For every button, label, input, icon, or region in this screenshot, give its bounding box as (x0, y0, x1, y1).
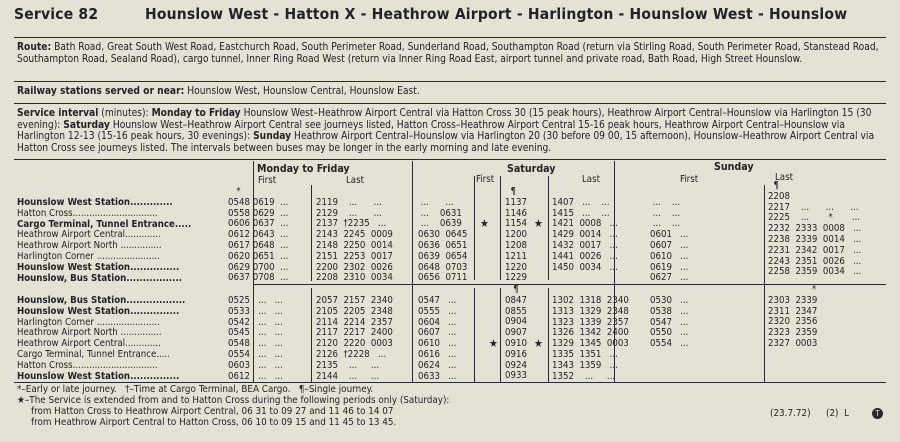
footnote-extension: ★–The Service is extended from and to Hatton Cross during the following periods only (Saturday): (17, 395, 450, 406)
stop-name: Heathrow Airport North ............... (17, 240, 162, 252)
star-icon: ★ (489, 337, 498, 350)
column-divider (311, 288, 312, 383)
first-label: First (680, 174, 699, 185)
divider (14, 37, 886, 38)
star-icon: ★ (534, 337, 543, 350)
last-label: Last (775, 172, 793, 183)
interval-sat-label: Saturday (63, 119, 110, 131)
column-divider (500, 288, 501, 383)
day-header-sat: Saturday (507, 163, 556, 175)
symbol-icon: T (872, 408, 883, 419)
star-icon: ★ (534, 217, 543, 230)
star-icon: ★ (480, 217, 489, 230)
times-sat-first: ... ... ... 0631 ... 0639 0630 0645 0636 0651 0639 0654 0648 0703 0656 0711 (418, 196, 468, 284)
stop-name: Heathrow Airport Central............. (17, 338, 161, 350)
railway-stations (17, 86, 883, 98)
first-label: First (258, 175, 277, 186)
stop-name: Hounslow West Station............... (17, 370, 180, 382)
divider (14, 159, 886, 160)
stop-name: Hatton Cross............................... (17, 207, 158, 219)
divider (14, 81, 886, 82)
stop-name: Hounslow, Bus Station.................. (17, 295, 186, 306)
stop-name: Heathrow Airport North ............... (17, 327, 162, 339)
first-label: First (476, 174, 495, 185)
interval-text: Hounslow West–Heathrow Airport Central see journeys listed, Hatton Cross–Heathrow Airport Central 15-16 peak hours, Heathrow Airport Central–Hounslow via Harlington 12-13 (15-16 peak hours, 30 evenings): (17, 119, 845, 142)
route-label: Route: (17, 42, 52, 53)
stop-name: Hounslow West Station............. (17, 197, 173, 208)
column-divider (548, 288, 549, 383)
times-sat-first: 0547 ... 0555 ... 0604 ... 0607 ... 0610 ... 0616 ... 0624 ... 0633 ... (418, 295, 457, 382)
times-sun-first: ... ... ... ... ... ... 0601 ... 0607 ... 0610 ... 0619 ... 0627 ... (650, 196, 689, 284)
footnote-period-2: from Heathrow Airport Central to Hatton Cross, 06 10 to 09 15 and 11 45 to 13 45. (17, 417, 397, 428)
column-divider (412, 161, 413, 383)
times-sun-first: 0530 ... 0538 ... 0547 ... 0550 ... 0554 ... (650, 295, 689, 350)
stop-name: Harlington Corner ....................... (17, 251, 160, 262)
timetable-date: (23.7.72) (770, 408, 811, 419)
route-title: Hounslow West - Hatton X - Heathrow Airport - Harlington - Hounslow West - Hounslow (145, 5, 848, 23)
interval-text: (minutes): (98, 108, 152, 119)
service-number: Service 82 (14, 5, 99, 23)
times-sun-last: * 2303 2339 2311 2347 2320 2356 2323 2359 2327 0003 (768, 284, 818, 349)
stop-name: Hatton Cross............................... (17, 359, 158, 371)
column-divider (474, 176, 475, 280)
divider (14, 382, 886, 383)
stop-name: Hounslow West Station............... (17, 305, 180, 317)
times-mf-first: 0525 ... ... 0533 ... ... 0542 ... ... 0545 ... ... 0548 ... ... 0554 ... ... 0603 ... ... 0612 ... ... (228, 295, 283, 382)
interval-label: Service interval (17, 108, 99, 119)
times-mf-last: 2057 2157 2340 2105 2205 2348 2114 2214 2357 2117 2217 2400 2120 2220 0003 2126 †2228 ... 2135 ... ... 2144 ... ... (316, 295, 393, 382)
times-mf-first: * 0548 0619 ... 0558 0629 ... 0606 0637 ... 0612 0643 ... 0617 0648 ... 0620 0651 ... 0629 0700 ... 0637 0708 ... (228, 186, 289, 284)
route-description (17, 42, 883, 65)
last-label: Last (582, 174, 600, 185)
service-interval (17, 108, 883, 154)
times-sat-last: 1302 1318 2340 1313 1329 2348 1323 1339 2357 1326 1342 2400 1329 1345 0003 1335 1351 ... 1343 1359 ... 1352 ... ... (552, 295, 629, 382)
interval-sun-label: Sunday (253, 131, 292, 142)
times-sat-single: ¶ 1137 1146 1154 1200 1208 1211 1220 1229 (505, 186, 527, 284)
stop-name: Cargo Terminal, Tunnel Entrance..... (17, 218, 192, 230)
stop-name: Heathrow Airport Central............. (17, 229, 161, 241)
day-header-mf: Monday to Friday (257, 163, 350, 175)
times-mf-last: 2119 ... ... 2129 ... ... 2137 †2235 ... 2143 2245 0009 2148 2250 0014 2151 2253 0017 2200 2302 0026 2208 2310 0034 (316, 196, 393, 284)
stop-name: Harlington Corner ....................... (17, 316, 160, 328)
column-divider (500, 176, 501, 280)
timetable-code: (2) L (826, 408, 849, 419)
footnote-period-1: from Hatton Cross to Heathrow Airport Central, 06 31 to 09 27 and 11 46 to 14 07 (17, 406, 394, 417)
railway-label: Railway stations served or near: (17, 86, 185, 97)
times-sun-last: ¶ 2208 2217 ... ... ... 2225 ... * ... 2232 2333 0008 ... 2238 2339 0014 ... 2231 2342 0017 ... 2243 2351 0026 ... 2258 2359 0034 ... (768, 180, 862, 278)
interval-text: Heathrow Airport Central–Hounslow via Harlington 20 (30 before 09 00, 15 afternoon), Hounslow–Heathrow Airport Central via Hatton Cross see journeys listed. The intervals between buses may be longer in the early morning and late evening. (17, 131, 875, 154)
divider (14, 103, 886, 104)
stop-name: Cargo Terminal, Tunnel Entrance..... (17, 349, 171, 360)
railway-text: Hounslow West, Hounslow Central, Hounslow East. (187, 86, 420, 97)
stop-name: Hounslow, Bus Station................. (17, 272, 183, 284)
interval-mf-label: Monday to Friday (151, 108, 241, 119)
stop-name: Hounslow West Station............... (17, 261, 180, 273)
column-divider (474, 288, 475, 383)
footnote-symbols: *–Early or late journey. †–Time at Cargo Terminal, BEA Cargo. ¶–Single journey. (17, 384, 374, 395)
column-divider (311, 185, 312, 281)
times-sat-single: ¶ 0847 0855 0904 0907 0910 0916 0924 0933 (505, 284, 527, 382)
interval-text: Hounslow West–Heathrow Airport Central via Hatton Cross 30 (15 peak hours), Heathrow Airport Central–Hounslow via Harlington 15 (30 evening): (17, 108, 872, 131)
day-header-sun: Sunday (714, 161, 754, 173)
route-text: Bath Road, Great South West Road, Eastchurch Road, South Perimeter Road, Sunderland Road, Southampton Road (return via Stirling Road, South Perimeter Road, Stanstead Road, Southampton Road, Sealand Road), cargo tunnel, Inner Ring Road West (return via Inner Ring Road East, airport tunnel and private road, Bath Road, High Street Hounslow. (17, 42, 879, 65)
last-label: Last (346, 175, 364, 186)
column-divider (548, 176, 549, 280)
times-sat-last: 1407 ... ... 1415 ... ... 1421 0008 ... 1429 0014 ... 1432 0017 ... 1441 0026 ... 1450 0034 ... (552, 196, 618, 273)
